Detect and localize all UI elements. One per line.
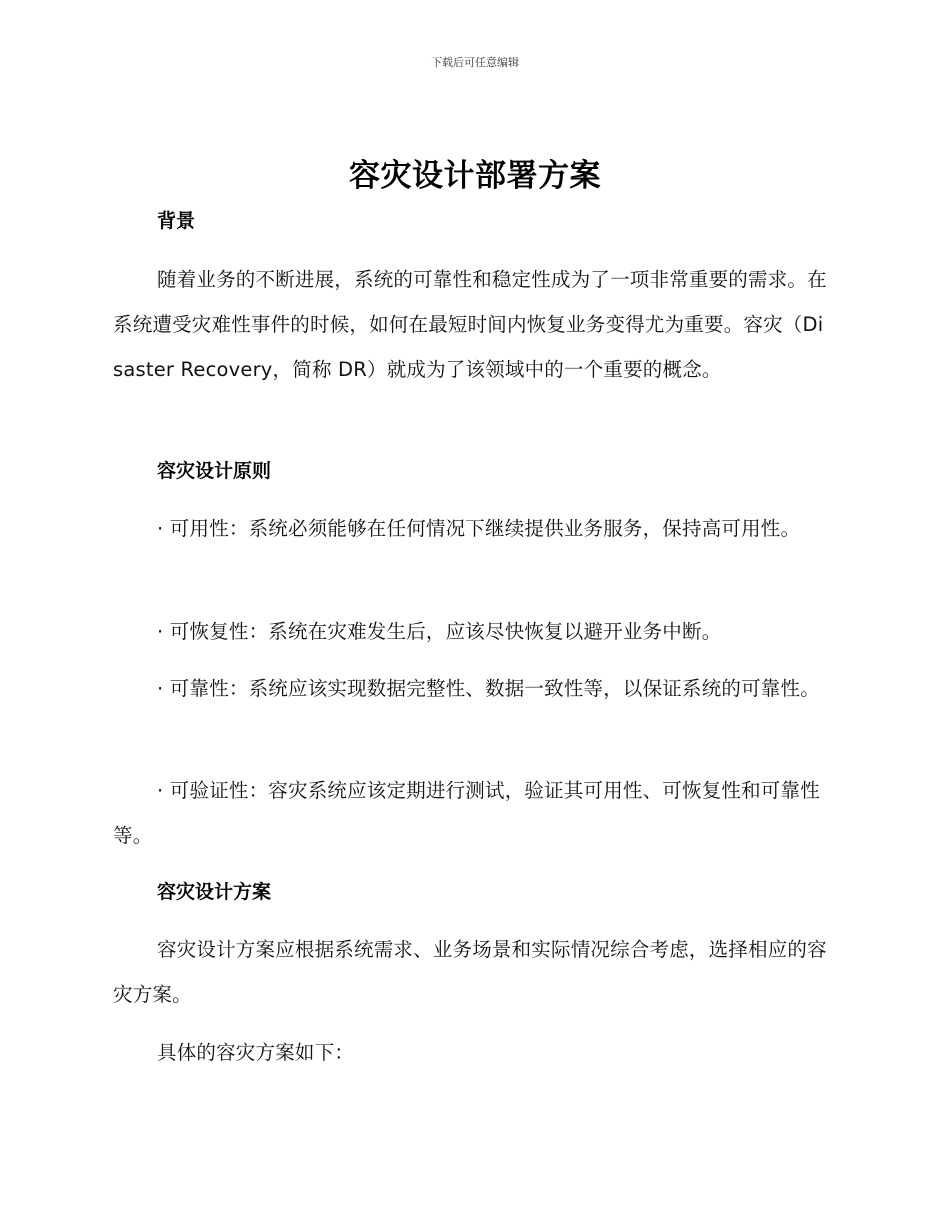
- background-paragraph: 随着业务的不断进展，系统的可靠性和稳定性成为了一项非常重要的需求。在系统遭受灾难性事件的时候，如何在最短时间内恢复业务变得尤为重要。容灾（Disaster Recovery，简称 DR）就成为了该领域中的一个重要的概念。: [113, 268, 827, 381]
- section-heading-background: 背景: [157, 210, 196, 232]
- principle-item-recoverability: · 可恢复性：系统在灾难发生后，应该尽快恢复以避开业务中断。: [157, 620, 722, 643]
- header-note: 下载后可任意编辑: [431, 56, 519, 69]
- principle-item-availability: · 可用性：系统必须能够在任何情况下继续提供业务服务，保持高可用性。: [157, 517, 801, 540]
- section-heading-principles: 容灾设计原则: [157, 460, 272, 482]
- principle-item-reliability: · 可靠性：系统应该实现数据完整性、数据一致性等，以保证系统的可靠性。: [157, 677, 820, 700]
- principle-item-verifiability: · 可验证性：容灾系统应该定期进行测试，验证其可用性、可恢复性和可靠性等。: [113, 779, 820, 847]
- plan-intro: 具体的容灾方案如下：: [157, 1041, 355, 1064]
- section-heading-plan: 容灾设计方案: [157, 881, 272, 903]
- plan-paragraph: 容灾设计方案应根据系统需求、业务场景和实际情况综合考虑，选择相应的容灾方案。: [113, 938, 827, 1006]
- document-title: 容灾设计部署方案: [349, 158, 601, 194]
